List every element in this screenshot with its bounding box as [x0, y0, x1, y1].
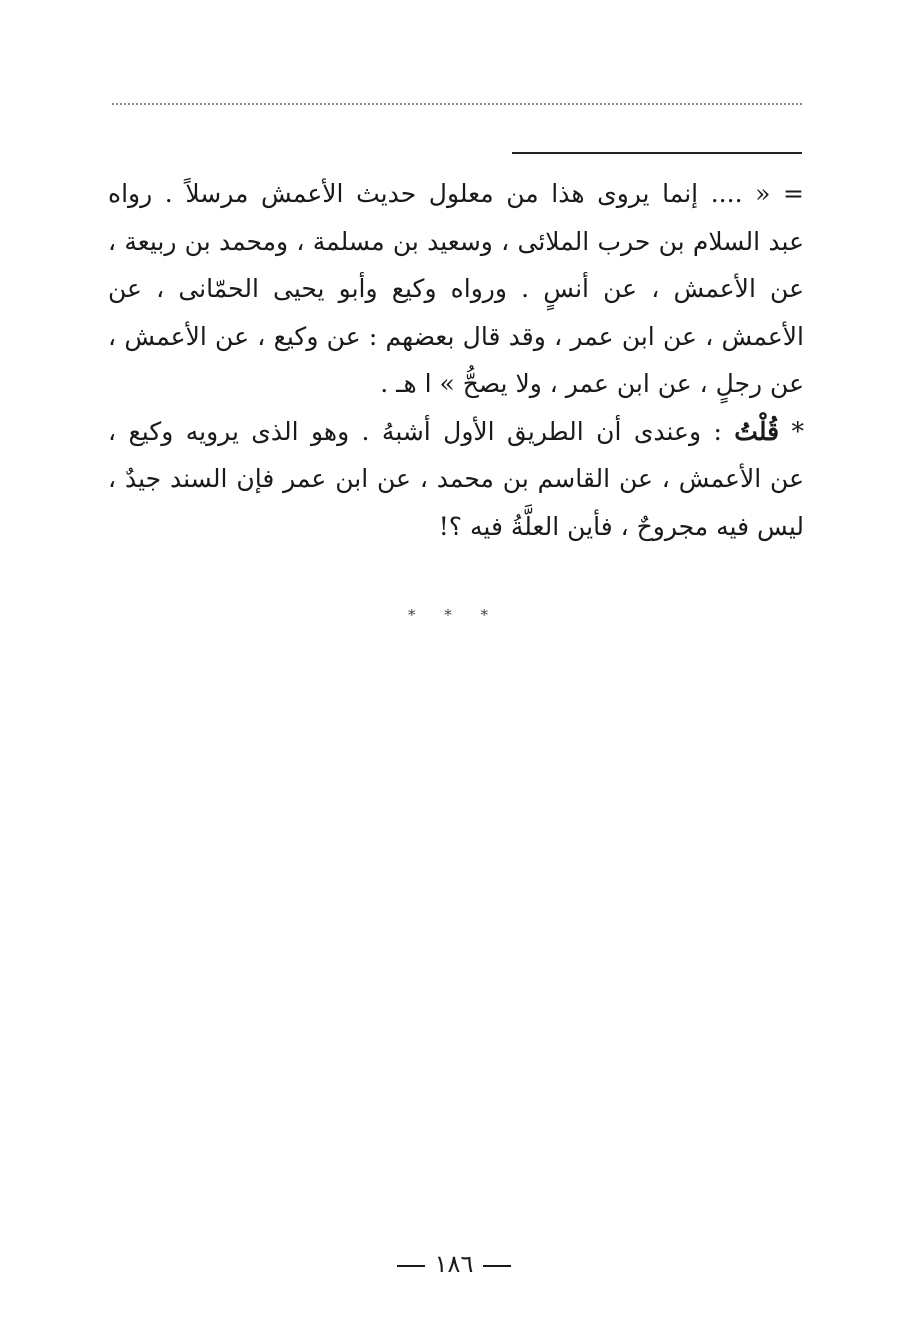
footnote-line-1: = « .... إنما يروى هذا من معلول حديث الأعمش مرسلاً . رواه [108, 179, 804, 208]
footnote-line-4: الأعمش ، عن ابن عمر ، وقد قال بعضهم : عن وكيع ، عن الأعمش ، [108, 321, 804, 351]
header-dotted-rule [112, 103, 802, 105]
note-keyword: قُلْتُ [734, 416, 780, 446]
section-separator: * * * [407, 606, 501, 624]
footnote-separator-rule [512, 152, 802, 154]
footnote-line-5: عن رجلٍ ، عن ابن عمر ، ولا يصحُّ » ا هـ . [380, 369, 804, 398]
page-number-value: ١٨٦ [434, 1250, 474, 1278]
page-number-dash-right [483, 1265, 511, 1267]
footnote-line-2: عبد السلام بن حرب الملائى ، وسعيد بن مسلمة ، ومحمد بن ربيعة ، [108, 226, 804, 256]
page-number-dash-left [397, 1265, 425, 1267]
page-number [0, 1250, 908, 1278]
note-line-1 [108, 408, 804, 456]
note-line-3: ليس فيه مجروحٌ ، فأين العلَّةُ فيه ؟! [438, 511, 804, 541]
footnote-line-3: عن الأعمش ، عن أنسٍ . ورواه وكيع وأبو يحيى الحمّانى ، عن [108, 274, 804, 303]
body-text [108, 170, 804, 550]
note-line-2: عن الأعمش ، عن القاسم بن محمد ، عن ابن عمر فإن السند جيدٌ ، [108, 464, 804, 493]
note-marker: * [791, 416, 804, 446]
note-line-1-text: : وعندى أن الطريق الأول أشبهُ . وهو الذى يرويه وكيع ، [108, 416, 722, 446]
